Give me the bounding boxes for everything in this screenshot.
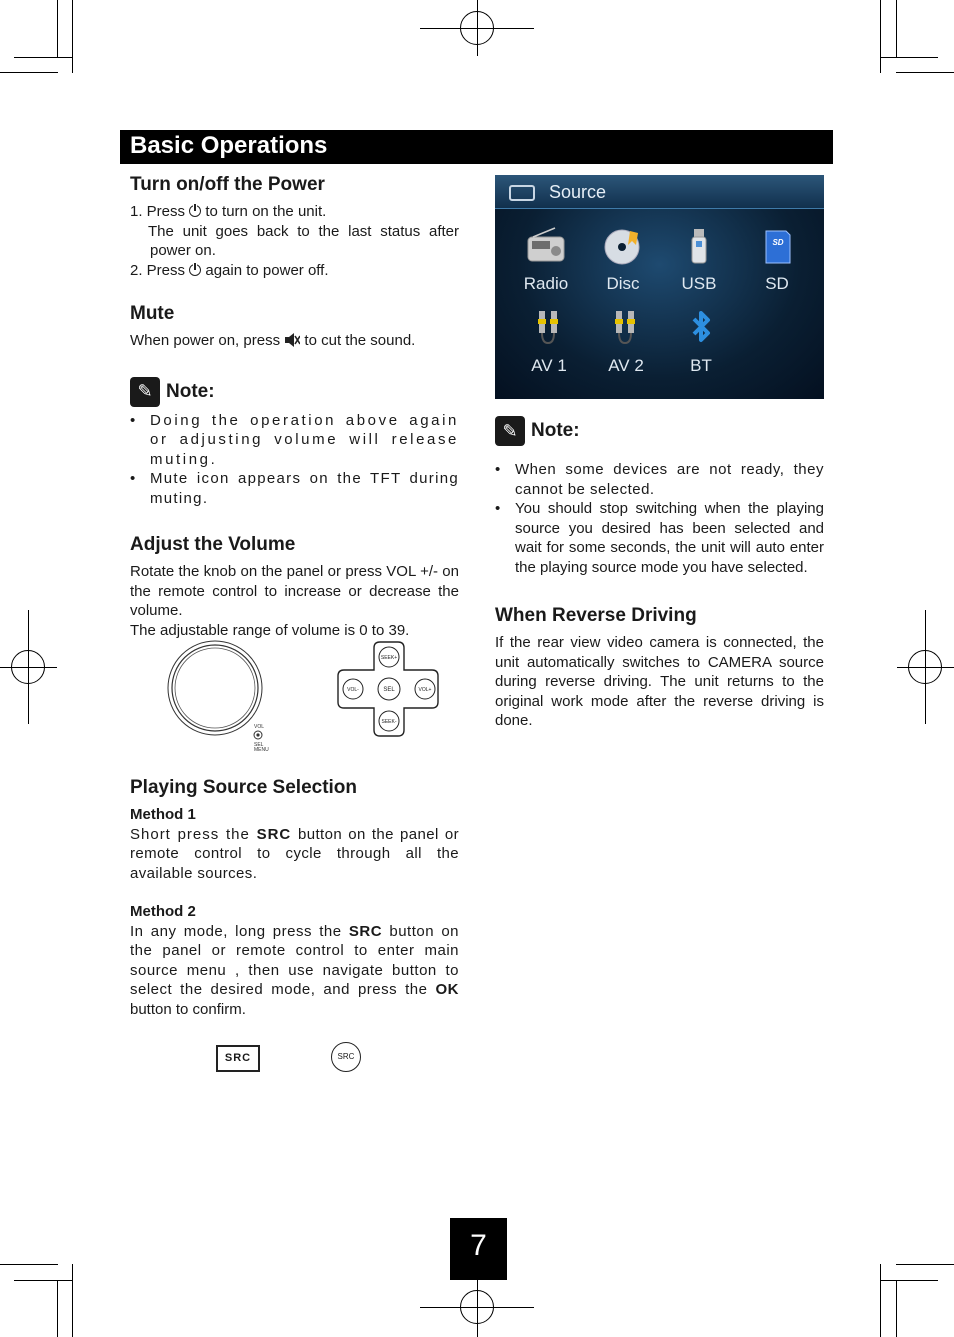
knob-label-menu: MENU: [254, 747, 269, 753]
source-menu-titlebar: [495, 175, 824, 209]
source-tile-av1[interactable]: AV 1: [514, 309, 584, 376]
note-left-header: [130, 377, 459, 407]
power-step-1-detail: The unit goes back to the last status after power on.: [148, 222, 459, 259]
mute-icon: [284, 333, 300, 347]
note-left-item: • Mute icon appears on the TFT during muting.: [130, 470, 459, 507]
radio-icon: [525, 227, 567, 265]
source-selection-heading: Playing Source Selection: [130, 777, 358, 798]
crop-mark: [896, 1280, 897, 1337]
remote-dpad-illustration: [336, 640, 442, 738]
source-menu-screenshot: [495, 175, 824, 399]
method-1-title: Method 1: [130, 806, 196, 823]
note-right-item: • When some devices are not ready, they cannot be selected.: [495, 461, 824, 498]
right-column: [495, 416, 824, 731]
usb-icon: [678, 227, 720, 265]
disc-icon: [602, 227, 644, 265]
crop-mark: [880, 1280, 938, 1281]
knob-label-sel: SEL: [254, 742, 264, 748]
note-left-item: • Doing the operation above again or adjusting volume will release muting.: [130, 411, 459, 468]
volume-range-text: The adjustable range of volume is 0 to 39.: [130, 621, 410, 639]
mute-heading: Mute: [130, 303, 175, 324]
section-header: [120, 130, 833, 164]
crop-mark: [57, 0, 58, 58]
source-selection-section: [130, 777, 459, 1019]
reverse-text: If the rear view video camera is connected, the unit automatically switches to CAMERA source during reverse driving. The unit returns to the original work mode after the reverse driving is done.: [495, 634, 824, 729]
sd-card-icon: [756, 227, 798, 265]
crop-mark: [72, 0, 73, 73]
reverse-heading: When Reverse Driving: [495, 605, 697, 626]
crop-mark: [0, 1264, 58, 1265]
note-right-item: • You should stop switching when the playing source you desired has been selected and wait for some seconds, the unit will auto enter the playing source mode you have selected.: [495, 500, 824, 576]
source-menu-title: Source: [549, 182, 607, 202]
left-column: [130, 174, 459, 640]
volume-knob-illustration: [165, 640, 275, 754]
bluetooth-icon: [680, 309, 722, 347]
crop-mark: [896, 1264, 954, 1265]
svg-text:SD: SD: [772, 238, 784, 247]
mute-text: When power on, press to cut the sound.: [130, 332, 416, 349]
dpad-up-label: SEEK+: [380, 655, 398, 661]
pencil-icon: ✎: [495, 416, 525, 446]
source-tile-bt[interactable]: BT: [666, 309, 736, 376]
power-step-2: 2. Press again to power off.: [130, 261, 329, 279]
power-heading: Turn on/off the Power: [130, 174, 325, 195]
crop-mark: [0, 72, 58, 73]
crop-mark: [896, 0, 897, 58]
method-2-title: Method 2: [130, 903, 196, 920]
note-label: Note:: [531, 420, 580, 441]
method-1-text: Short press the SRC button on the panel or remote control to cycle through all the available sources.: [130, 825, 460, 882]
source-tile-disc[interactable]: Disc: [588, 227, 658, 294]
source-tile-sd[interactable]: SD SD: [742, 227, 812, 294]
note-right-header: [495, 416, 824, 446]
section-title: Basic Operations: [130, 132, 328, 159]
volume-heading: Adjust the Volume: [130, 534, 296, 555]
crop-mark: [880, 57, 938, 58]
crop-mark: [880, 0, 881, 73]
registration-circle: [460, 1290, 494, 1324]
av-cable-icon: [528, 309, 570, 347]
dpad-right-label: VOL+: [418, 687, 432, 693]
crop-mark: [72, 1264, 73, 1337]
power-icon: [189, 205, 201, 217]
crop-mark: [880, 1264, 881, 1337]
power-icon: [189, 264, 201, 276]
source-tile-av2[interactable]: AV 2: [591, 309, 661, 376]
crop-mark: [14, 1280, 72, 1281]
src-button-panel: SRC: [216, 1045, 260, 1072]
pencil-icon: ✎: [130, 377, 160, 407]
source-list-icon: [509, 185, 535, 201]
page-number: 7: [450, 1218, 507, 1280]
registration-circle: [460, 11, 494, 45]
registration-circle: [908, 650, 942, 684]
source-tile-radio[interactable]: Radio: [511, 227, 581, 294]
crop-mark: [14, 57, 72, 58]
volume-text: Rotate the knob on the panel or press VOL +/- on the remote control to increase or decrease the volume.: [130, 563, 459, 619]
power-step-1: 1. Press to turn on the unit.: [130, 203, 327, 220]
dpad-left-label: VOL-: [347, 687, 359, 693]
av-cable-icon: [605, 309, 647, 347]
crop-mark: [896, 72, 954, 73]
crop-mark: [57, 1280, 58, 1337]
knob-label-vol: VOL: [254, 724, 265, 730]
note-label: Note:: [166, 380, 215, 402]
dpad-center-label: SEL: [383, 687, 395, 693]
registration-circle: [11, 650, 45, 684]
method-2-text: In any mode, long press the SRC button on the panel or remote control to enter main source menu , then use navigate button to select the desired mode, and press the OK button to confirm.: [130, 922, 460, 1018]
source-tile-usb[interactable]: USB: [664, 227, 734, 294]
dpad-down-label: SEEK-: [381, 719, 397, 725]
src-button-remote: SRC: [331, 1042, 361, 1072]
